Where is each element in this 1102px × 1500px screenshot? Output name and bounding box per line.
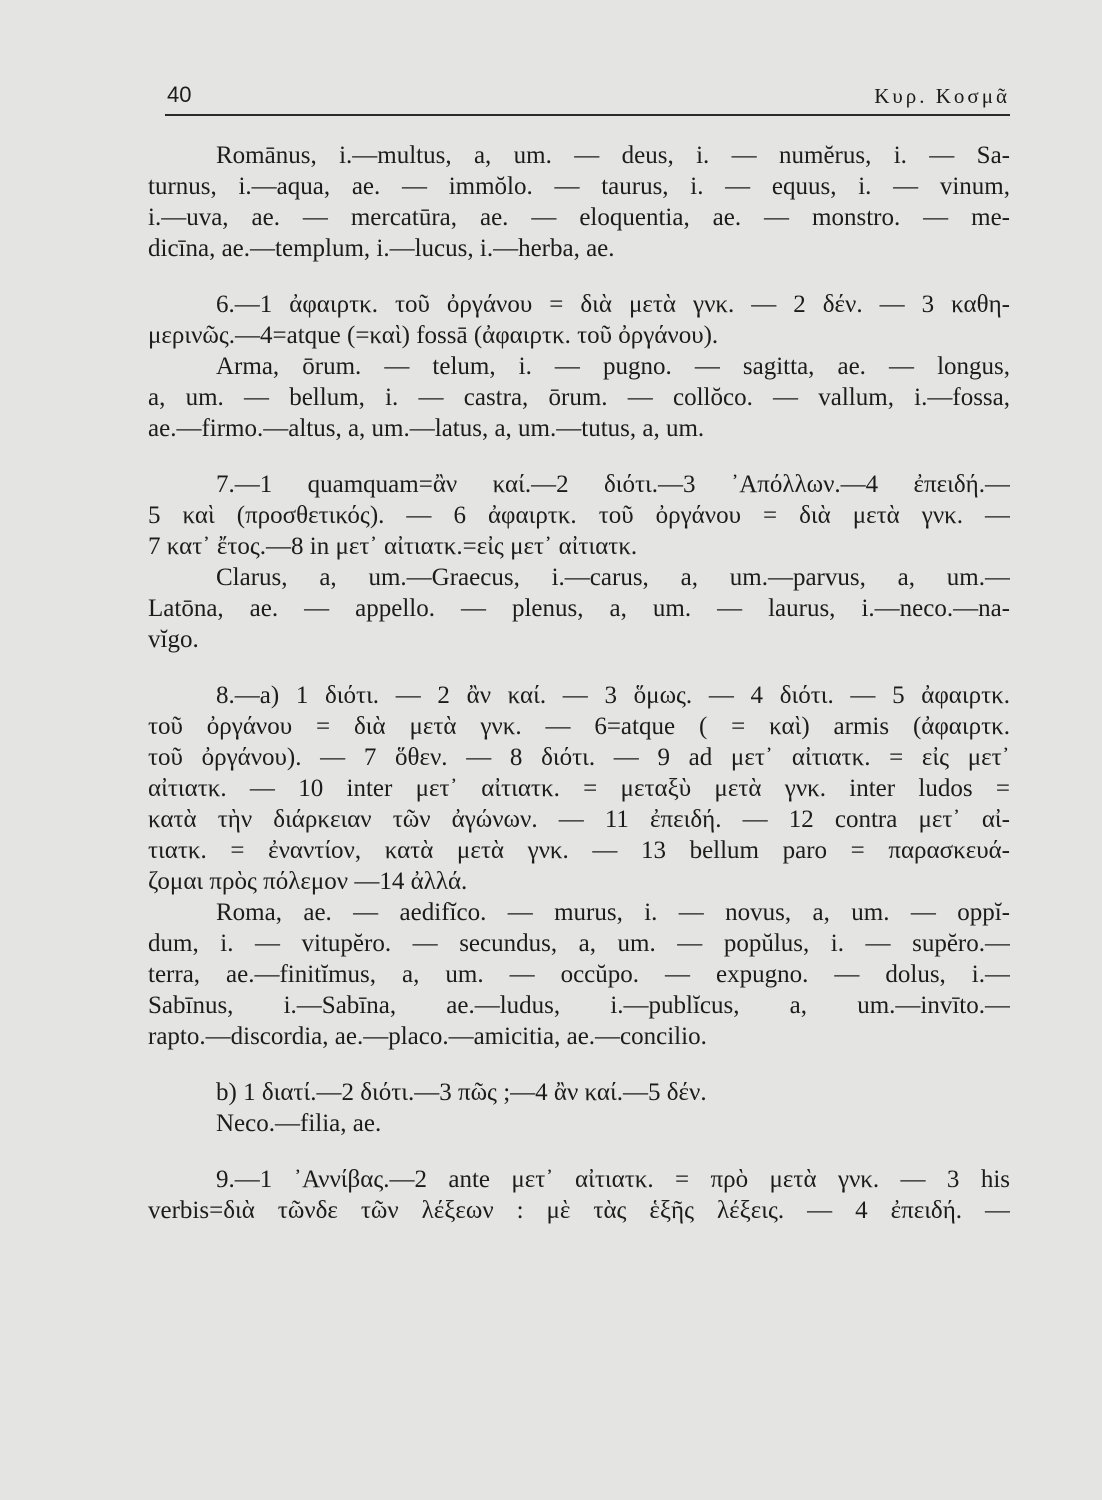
text-line: dum, i. — vitupĕro. — secundus, a, um. — popŭlus, i. — supĕro.— [148,930,1010,957]
text-line: Romānus, i.—multus, a, um. — deus, i. — numĕrus, i. — Sa- [216,142,1010,169]
text-line: b) 1 διατί.—2 διότι.—3 πῶς ;—4 ἂν καί.—5 δέν. [216,1079,707,1106]
text-line: a, um. — bellum, i. — castra, ōrum. — collŏco. — vallum, i.—fossa, [148,384,1010,411]
page-header [165,80,1010,116]
text-line: τιατκ. = ἐναντίον, κατὰ μετὰ γνκ. — 13 bellum paro = παρασκευά- [148,837,1010,864]
text-line: turnus, i.—aqua, ae. — immŏlo. — taurus, i. — equus, i. — vinum, [148,173,1010,200]
page-number: 40 [167,82,192,107]
text-line: terra, ae.—finitĭmus, a, um. — occŭpo. — expugno. — dolus, i.— [148,961,1010,988]
text-line: vĭgo. [148,626,199,653]
text-line: Sabīnus, i.—Sabīna, ae.—ludus, i.—publĭcus, a, um.—invīto.— [148,992,1010,1019]
text-line: 7.—1 quamquam=ἂν καί.—2 διότι.—3 ᾿Απόλλων.—4 ἐπειδή.— [216,471,1010,498]
page-body [148,140,1010,1226]
text-line: μερινῶς.—4=atque (=καὶ) fossā (ἀφαιρτκ. τοῦ ὀργάνου). [148,322,719,349]
text-line: τοῦ ὀργάνου = διὰ μετὰ γνκ. — 6=atque ( = καὶ) armis (ἀφαιρτκ. [148,713,1010,740]
exercise-7 [148,469,1010,655]
text-line: i.—uva, ae. — mercatūra, ae. — eloquentia, ae. — monstro. — me- [148,204,1010,231]
text-line: 8.—a) 1 διότι. — 2 ἂν καί. — 3 ὅμως. — 4 διότι. — 5 ἀφαιρτκ. [216,682,1010,709]
text-line: Neco.—filia, ae. [216,1110,382,1137]
text-line: ζομαι πρὸς πόλεμον —14 ἀλλά. [148,868,468,895]
exercise-8b [148,1077,1010,1139]
text-line: 6.—1 ἀφαιρτκ. τοῦ ὀργάνου = διὰ μετὰ γνκ. — 2 δέν. — 3 καθη- [216,291,1010,318]
text-line: dicīna, ae.—templum, i.—lucus, i.—herba, ae. [148,235,615,262]
text-line: τοῦ ὀργάνου). — 7 ὅθεν. — 8 διότι. — 9 ad μετ᾿ αἰτιατκ. = εἰς μετ᾿ [148,744,1010,771]
text-line: verbis=διὰ τῶνδε τῶν λέξεων : μὲ τὰς ἑξῆς λέξεις. — 4 ἐπειδή. — [148,1197,1010,1224]
text-line: Clarus, a, um.—Graecus, i.—carus, a, um.—parvus, a, um.— [216,564,1010,591]
text-line: αἰτιατκ. — 10 inter μετ᾿ αἰτιατκ. = μεταξὺ μετὰ γνκ. inter ludos = [148,775,1010,802]
vocabulary-paragraph [148,140,1010,264]
text-line: rapto.—discordia, ae.—placo.—amicitia, ae.—concilio. [148,1023,707,1050]
running-head: Κυρ. Κοσμᾶ [874,84,1010,108]
text-line: κατὰ τὴν διάρκειαν τῶν ἀγώνων. — 11 ἐπειδή. — 12 contra μετ᾿ αἰ- [148,806,1010,833]
text-line: Arma, ōrum. — telum, i. — pugno. — sagitta, ae. — longus, [216,353,1010,380]
exercise-9 [148,1164,1010,1226]
exercise-6 [148,289,1010,444]
exercise-8a [148,680,1010,1052]
text-line: 7 κατ᾿ ἔτος.—8 in μετ᾿ αἰτιατκ.=εἰς μετ᾿ αἰτιατκ. [148,533,638,560]
text-line: 5 καὶ (προσθετικός). — 6 ἀφαιρτκ. τοῦ ὀργάνου = διὰ μετὰ γνκ. — [148,502,1010,529]
text-line: ae.—firmo.—altus, a, um.—latus, a, um.—tutus, a, um. [148,415,705,442]
text-line: Latōna, ae. — appello. — plenus, a, um. — laurus, i.—neco.—na- [148,595,1010,622]
text-line: 9.—1 ᾿Αννίβας.—2 ante μετ᾿ αἰτιατκ. = πρὸ μετὰ γνκ. — 3 his [216,1166,1010,1193]
text-line: Roma, ae. — aedifĭco. — murus, i. — novus, a, um. — oppĭ- [216,899,1010,926]
